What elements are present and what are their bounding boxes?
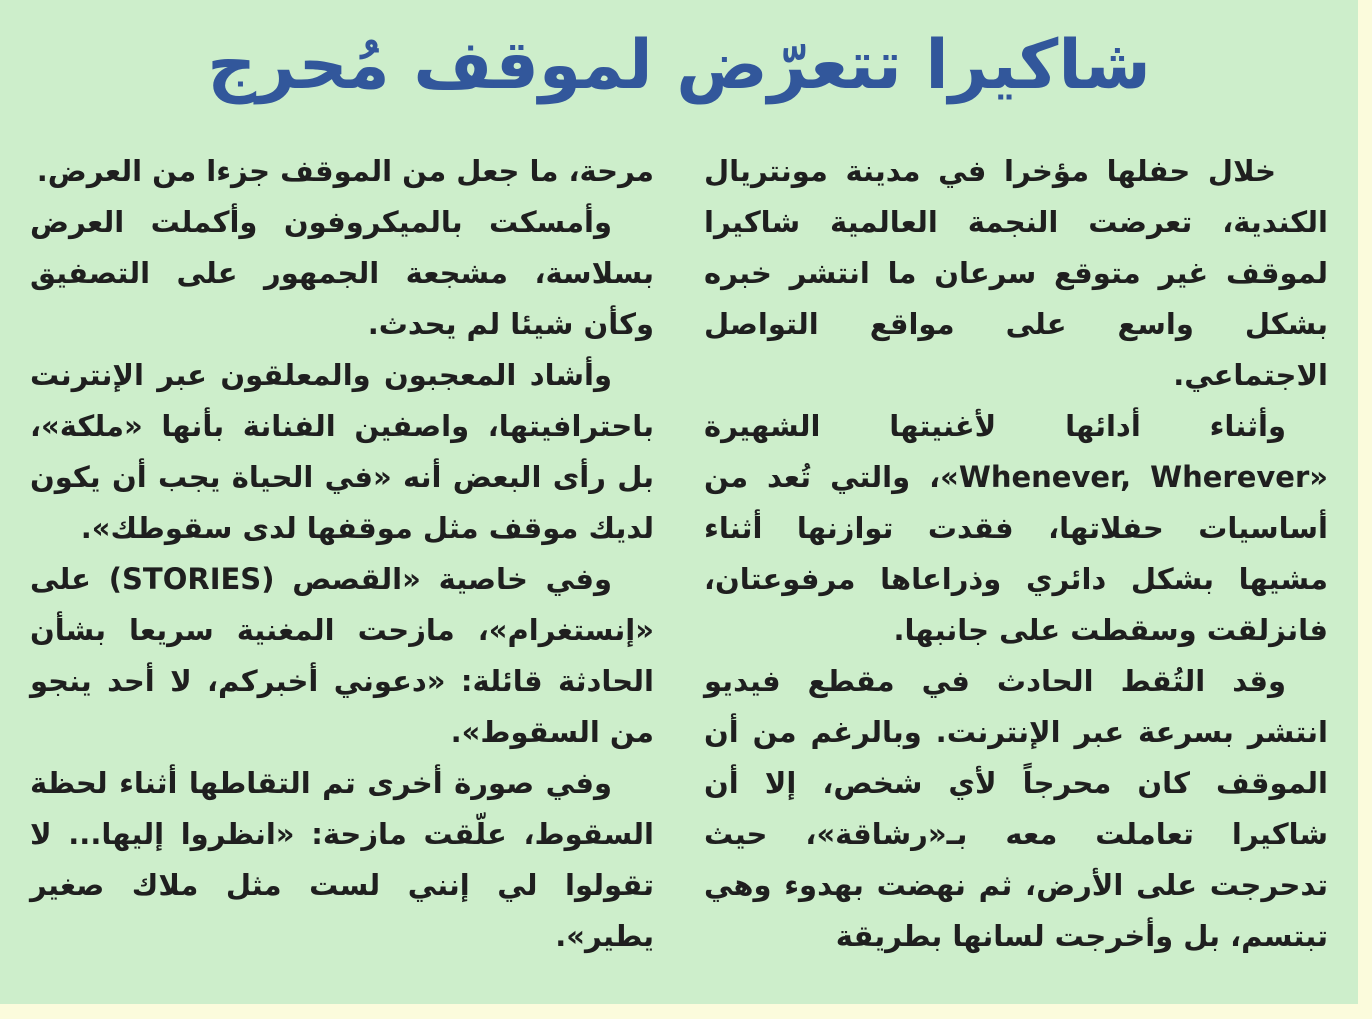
paragraph: وأشاد المعجبون والمعلقون عبر الإنترنت باحترافيتها، واصفين الفنانة بأنها «ملكة»، بل رأى البعض أنه «في الحياة يجب أن يكون لديك موقف مثل موقفها لدى سقوطك». <box>30 358 654 545</box>
article-headline: شاكيرا تتعرّض لموقف مُحرج <box>207 26 1151 105</box>
article-column-left <box>30 146 654 962</box>
paragraph: مرحة، ما جعل من الموقف جزءا من العرض. <box>36 154 654 188</box>
paragraph: خلال حفلها مؤخرا في مدينة مونتريال الكندية، تعرضت النجمة العالمية شاكيرا لموقف غير متوقع سرعان ما انتشر خبره بشكل واسع على مواقع التواصل الاجتماعي. <box>704 154 1328 392</box>
paragraph: وقد التُقط الحادث في مقطع فيديو انتشر بسرعة عبر الإنترنت. وبالرغم من أن الموقف كان محرجاً لأي شخص، إلا أن شاكيرا تعاملت معه بـ«رشاقة»، حيث تدحرجت على الأرض، ثم نهضت بهدوء وهي تبتسم، بل وأخرجت لسانها بطريقة <box>704 664 1328 953</box>
paragraph: وفي صورة أخرى تم التقاطها أثناء لحظة السقوط، علّقت مازحة: «انظروا إليها... لا تقولوا لي إنني لست مثل ملاك صغير يطير». <box>30 766 654 953</box>
paragraph: وأثناء أدائها لأغنيتها الشهيرة «Whenever, Wherever»، والتي تُعد من أساسيات حفلاتها، فقدت توازنها أثناء مشيها بشكل دائري وذراعاها مرفوعتان، فانزلقت وسقطت على جانبها. <box>704 409 1328 647</box>
article-column-right <box>704 146 1328 962</box>
paragraph: وأمسكت بالميكروفون وأكملت العرض بسلاسة، مشجعة الجمهور على التصفيق وكأن شيئا لم يحدث. <box>30 205 654 341</box>
paragraph: وفي خاصية «القصص (STORIES) على «إنستغرام»، مازحت المغنية سريعا بشأن الحادثة قائلة: «دعوني أخبركم، لا أحد ينجو من السقوط». <box>30 562 654 749</box>
